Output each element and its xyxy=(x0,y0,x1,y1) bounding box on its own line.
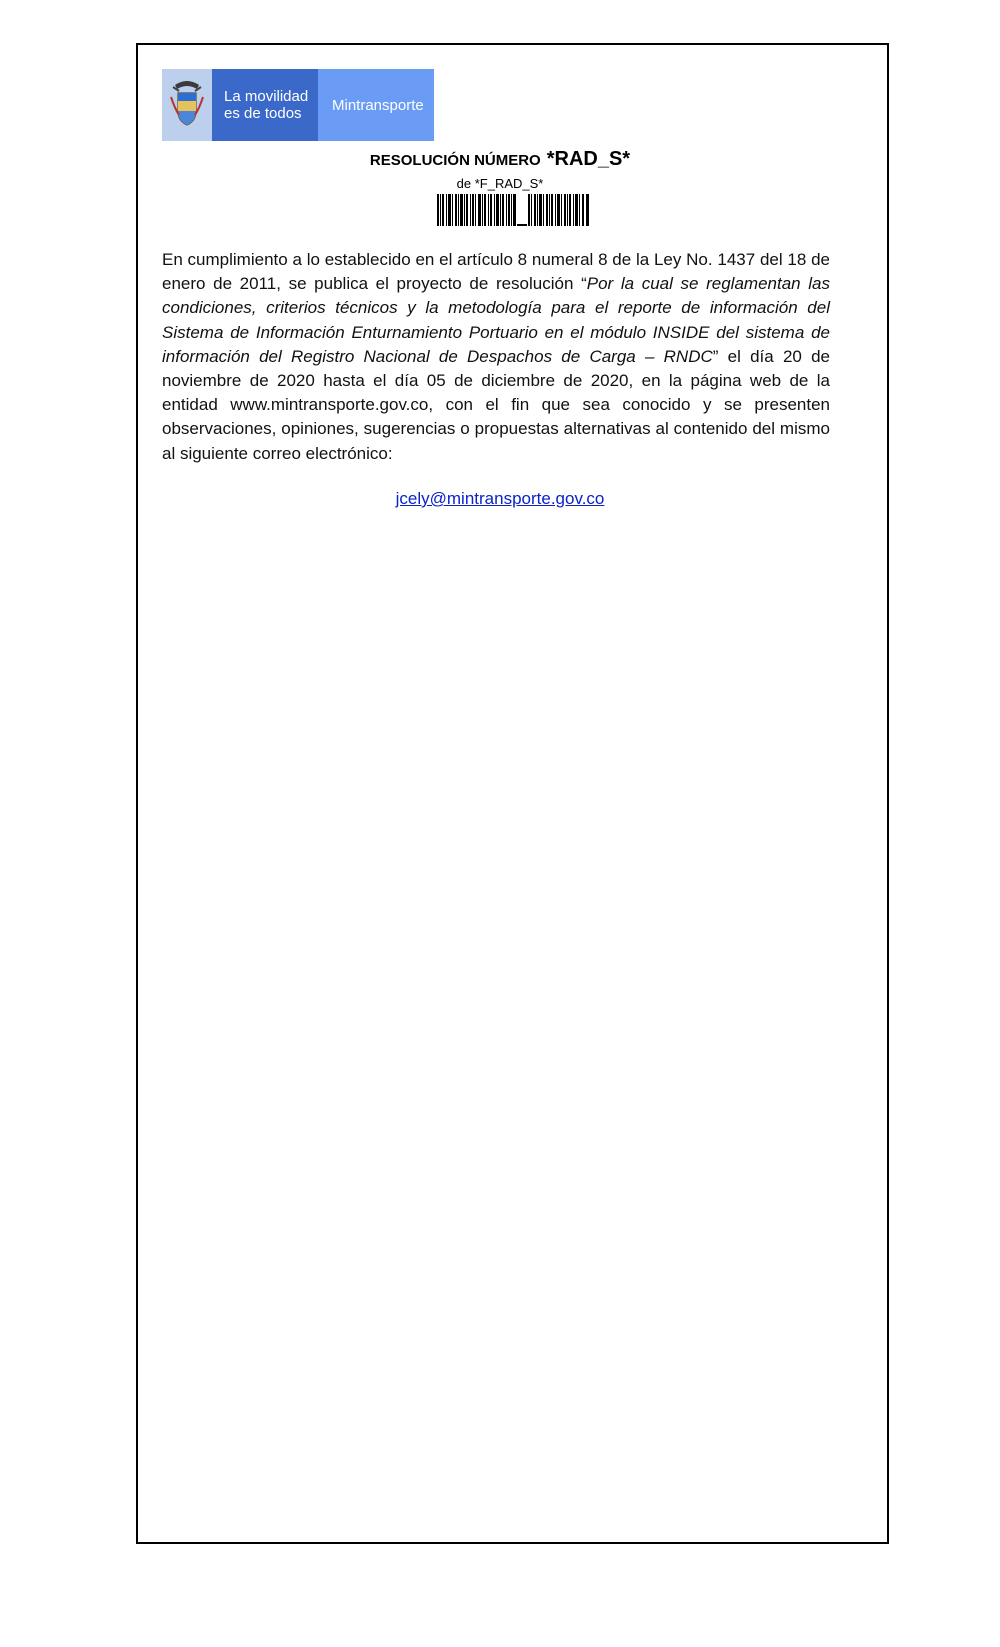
logo-slogan xyxy=(212,69,318,141)
resolution-code: *RAD_S* xyxy=(546,148,631,170)
logo-slogan-line1: La movilidad xyxy=(224,88,309,105)
paragraph-details: ” el día 20 de noviembre de 2020 hasta el día 05 de diciembre de 2020, en la página web de la entidad www.mintransporte.gov.co, con el fin que sea conocido y se presenten observaciones, opiniones, sugerencias o propuestas alternativas al contenido del mismo al siguiente correo electrónico: xyxy=(162,346,830,463)
mintransporte-logo xyxy=(162,69,434,141)
contact-email-link[interactable]: jcely@mintransporte.gov.co xyxy=(395,489,605,508)
resolution-label: RESOLUCIÓN NÚMERO xyxy=(369,152,541,169)
resolution-date: de *F_RAD_S* xyxy=(456,176,544,191)
coat-of-arms-icon xyxy=(162,69,212,141)
logo-slogan-line2: es de todos xyxy=(224,105,302,122)
publication-paragraph xyxy=(162,248,830,466)
resolution-title-italic: Por la cual se reglamentan las condiciones, criterios técnicos y la metodología para el reporte de información del Sistema de Información Enturnamiento Portuario en el módulo INSIDE del sistema de información del Registro Nacional de Despachos de Carga – RNDC xyxy=(162,274,830,366)
barcode-icon xyxy=(437,194,589,226)
resolution-title xyxy=(0,148,1000,171)
contact-email-line xyxy=(0,489,1000,509)
paragraph-intro: En cumplimiento a lo establecido en el artículo 8 numeral 8 de la Ley No. 1437 del 18 de enero de 2011, se publica el proyecto de resolución “ xyxy=(162,250,830,294)
logo-brand: Mintransporte xyxy=(318,69,434,141)
